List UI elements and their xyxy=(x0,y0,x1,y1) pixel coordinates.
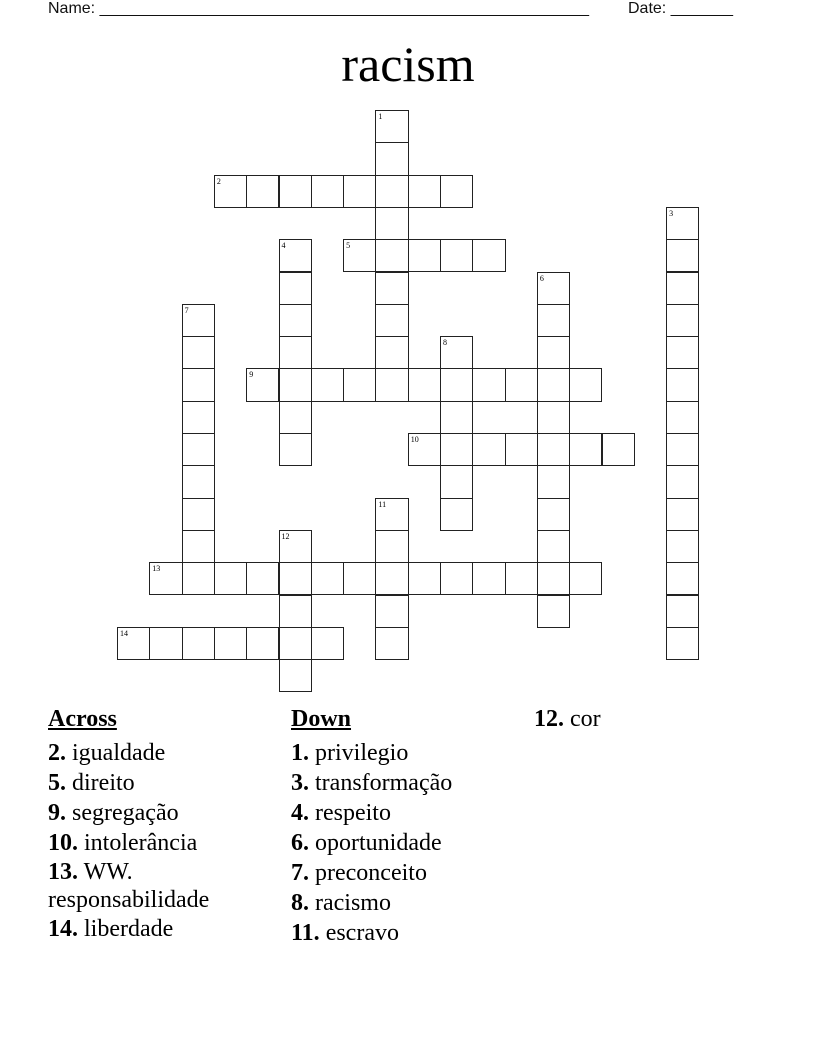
clue-number: 7. xyxy=(291,860,309,886)
crossword-cell[interactable] xyxy=(408,562,441,595)
puzzle-title: racism xyxy=(341,36,475,92)
crossword-cell[interactable] xyxy=(666,272,699,305)
cell-number: 5 xyxy=(346,241,351,251)
crossword-cell[interactable] xyxy=(666,304,699,337)
crossword-cell[interactable] xyxy=(537,304,570,337)
crossword-cell[interactable] xyxy=(214,562,247,595)
clue-item xyxy=(291,738,521,768)
clue-item xyxy=(48,768,278,798)
clue-number: 10. xyxy=(48,830,78,856)
crossword-cell[interactable] xyxy=(279,627,312,660)
crossword-cell[interactable] xyxy=(666,401,699,434)
crossword-cell[interactable] xyxy=(537,498,570,531)
crossword-cell[interactable] xyxy=(602,433,635,466)
crossword-cell[interactable] xyxy=(537,368,570,401)
crossword-cell[interactable] xyxy=(440,498,473,531)
crossword-cell[interactable] xyxy=(311,562,344,595)
crossword-cell[interactable] xyxy=(440,562,473,595)
cell-number: 11 xyxy=(378,499,387,509)
cell-number: 12 xyxy=(281,531,290,541)
crossword-cell[interactable] xyxy=(182,530,215,563)
down-clues-continued xyxy=(534,704,764,734)
crossword-cell[interactable] xyxy=(246,175,279,208)
clue-number: 3. xyxy=(291,770,309,796)
crossword-cell[interactable] xyxy=(182,498,215,531)
clue-item xyxy=(48,914,278,944)
crossword-cell[interactable] xyxy=(408,368,441,401)
clue-number: 4. xyxy=(291,800,309,826)
crossword-cell[interactable] xyxy=(182,336,215,369)
crossword-cell[interactable] xyxy=(408,175,441,208)
crossword-cell[interactable] xyxy=(472,368,505,401)
cell-number: 9 xyxy=(249,370,254,380)
crossword-cell[interactable] xyxy=(343,368,376,401)
crossword-cell[interactable] xyxy=(311,368,344,401)
down-clues xyxy=(291,704,521,948)
crossword-cell[interactable] xyxy=(569,368,602,401)
crossword-cell[interactable] xyxy=(666,627,699,660)
clue-item xyxy=(291,888,521,918)
crossword-cell[interactable] xyxy=(214,627,247,660)
crossword-cell[interactable] xyxy=(375,562,408,595)
crossword-cell[interactable] xyxy=(408,239,441,272)
clue-number: 11. xyxy=(291,920,320,946)
crossword-cell[interactable] xyxy=(375,272,408,305)
clue-text: segregação xyxy=(66,800,179,826)
crossword-cell[interactable] xyxy=(311,175,344,208)
crossword-cell[interactable] xyxy=(440,465,473,498)
crossword-cell[interactable] xyxy=(182,465,215,498)
cell-number: 4 xyxy=(281,241,286,251)
crossword-cell[interactable] xyxy=(182,401,215,434)
crossword-cell[interactable] xyxy=(375,530,408,563)
clue-number: 13. xyxy=(48,859,78,885)
clue-text: cor xyxy=(564,706,601,732)
clue-item xyxy=(291,828,521,858)
clue-item xyxy=(48,738,278,768)
crossword-cell[interactable] xyxy=(279,659,312,692)
clue-number: 2. xyxy=(48,740,66,766)
crossword-cell[interactable] xyxy=(182,368,215,401)
date-field[interactable]: Date: _______ xyxy=(628,0,733,17)
crossword-cell[interactable] xyxy=(666,336,699,369)
clue-number: 5. xyxy=(48,770,66,796)
crossword-cell[interactable] xyxy=(375,595,408,628)
down-heading: Down xyxy=(291,706,352,732)
crossword-cell[interactable] xyxy=(440,175,473,208)
crossword-cell[interactable] xyxy=(537,562,570,595)
crossword-cell[interactable] xyxy=(375,627,408,660)
crossword-cell[interactable] xyxy=(182,627,215,660)
cell-number: 2 xyxy=(216,176,221,186)
crossword-cell[interactable] xyxy=(440,433,473,466)
crossword-cell[interactable] xyxy=(666,368,699,401)
crossword-cell[interactable] xyxy=(537,530,570,563)
cell-number: 6 xyxy=(539,273,544,283)
crossword-cell[interactable] xyxy=(182,433,215,466)
clue-item xyxy=(534,704,764,734)
clue-item xyxy=(291,858,521,888)
crossword-cell[interactable] xyxy=(505,368,538,401)
across-clues xyxy=(48,704,278,944)
clue-text: privilegio xyxy=(309,740,409,766)
crossword-cell[interactable] xyxy=(440,239,473,272)
across-heading: Across xyxy=(48,706,117,732)
crossword-cell[interactable] xyxy=(666,239,699,272)
crossword-cell[interactable] xyxy=(375,207,408,240)
cell-number: 7 xyxy=(184,305,189,315)
crossword-cell[interactable] xyxy=(375,239,408,272)
crossword-cell[interactable] xyxy=(149,627,182,660)
clue-item xyxy=(291,798,521,828)
crossword-cell[interactable] xyxy=(666,595,699,628)
clue-text: igualdade xyxy=(66,740,166,766)
clue-number: 9. xyxy=(48,800,66,826)
cell-number: 13 xyxy=(152,564,161,574)
crossword-cell[interactable] xyxy=(569,562,602,595)
crossword-cell[interactable] xyxy=(279,595,312,628)
clue-item xyxy=(291,768,521,798)
clue-text: direito xyxy=(66,770,135,796)
crossword-cell[interactable] xyxy=(537,433,570,466)
clue-number: 1. xyxy=(291,740,309,766)
crossword-cell[interactable] xyxy=(472,433,505,466)
crossword-cell[interactable] xyxy=(569,433,602,466)
clue-text: preconceito xyxy=(309,860,427,886)
clue-text: liberdade xyxy=(78,916,174,942)
crossword-cell[interactable] xyxy=(472,239,505,272)
crossword-cell[interactable] xyxy=(472,562,505,595)
clue-item xyxy=(48,858,278,914)
clue-text: respeito xyxy=(309,800,391,826)
crossword-cell[interactable] xyxy=(440,401,473,434)
crossword-cell[interactable] xyxy=(537,595,570,628)
crossword-cell[interactable] xyxy=(666,562,699,595)
crossword-cell[interactable] xyxy=(343,175,376,208)
crossword-cell[interactable] xyxy=(279,562,312,595)
cell-number: 1 xyxy=(378,112,383,121)
crossword-cell[interactable] xyxy=(279,175,312,208)
crossword-cell[interactable] xyxy=(666,465,699,498)
crossword-cell[interactable] xyxy=(279,304,312,337)
cell-number: 10 xyxy=(410,435,419,444)
crossword-cell[interactable] xyxy=(375,368,408,401)
clue-text: oportunidade xyxy=(309,830,442,856)
clue-text: racismo xyxy=(309,890,391,916)
crossword-cell[interactable] xyxy=(279,401,312,434)
name-field[interactable]: Name: _______________________________________________________ xyxy=(48,0,589,17)
crossword-cell[interactable] xyxy=(537,336,570,369)
clue-number: 6. xyxy=(291,830,309,856)
cell-number: 14 xyxy=(120,628,128,638)
clue-text: intolerância xyxy=(78,830,198,856)
crossword-cell[interactable] xyxy=(440,368,473,401)
crossword-cell[interactable] xyxy=(666,433,699,466)
crossword-cell[interactable] xyxy=(246,562,279,595)
cell-number: 3 xyxy=(669,208,674,218)
crossword-cell[interactable] xyxy=(182,562,215,595)
clue-item xyxy=(48,798,278,828)
crossword-cell[interactable] xyxy=(279,368,312,401)
crossword-cell[interactable] xyxy=(666,530,699,563)
crossword-cell[interactable] xyxy=(375,175,408,208)
crossword-cell[interactable] xyxy=(666,498,699,531)
crossword-cell[interactable] xyxy=(279,433,312,466)
cell-number: 8 xyxy=(443,338,447,348)
crossword-cell[interactable] xyxy=(505,562,538,595)
clue-text: WW. responsabilidade xyxy=(48,859,210,913)
crossword-cell[interactable] xyxy=(375,336,408,369)
clue-text: transformação xyxy=(309,770,453,796)
clue-text: escravo xyxy=(319,920,399,946)
crossword-cell[interactable] xyxy=(311,627,344,660)
clue-item xyxy=(291,918,521,948)
crossword-cell[interactable] xyxy=(246,627,279,660)
clue-number: 12. xyxy=(534,706,564,732)
crossword-cell[interactable] xyxy=(375,304,408,337)
crossword-cell[interactable] xyxy=(279,336,312,369)
clue-number: 14. xyxy=(48,916,78,942)
crossword-cell[interactable] xyxy=(537,465,570,498)
clue-item xyxy=(48,828,278,858)
crossword-cell[interactable] xyxy=(375,142,408,175)
crossword-cell[interactable] xyxy=(279,272,312,305)
crossword-cell[interactable] xyxy=(343,562,376,595)
crossword-cell[interactable] xyxy=(537,401,570,434)
clue-number: 8. xyxy=(291,890,309,916)
crossword-cell[interactable] xyxy=(505,433,538,466)
